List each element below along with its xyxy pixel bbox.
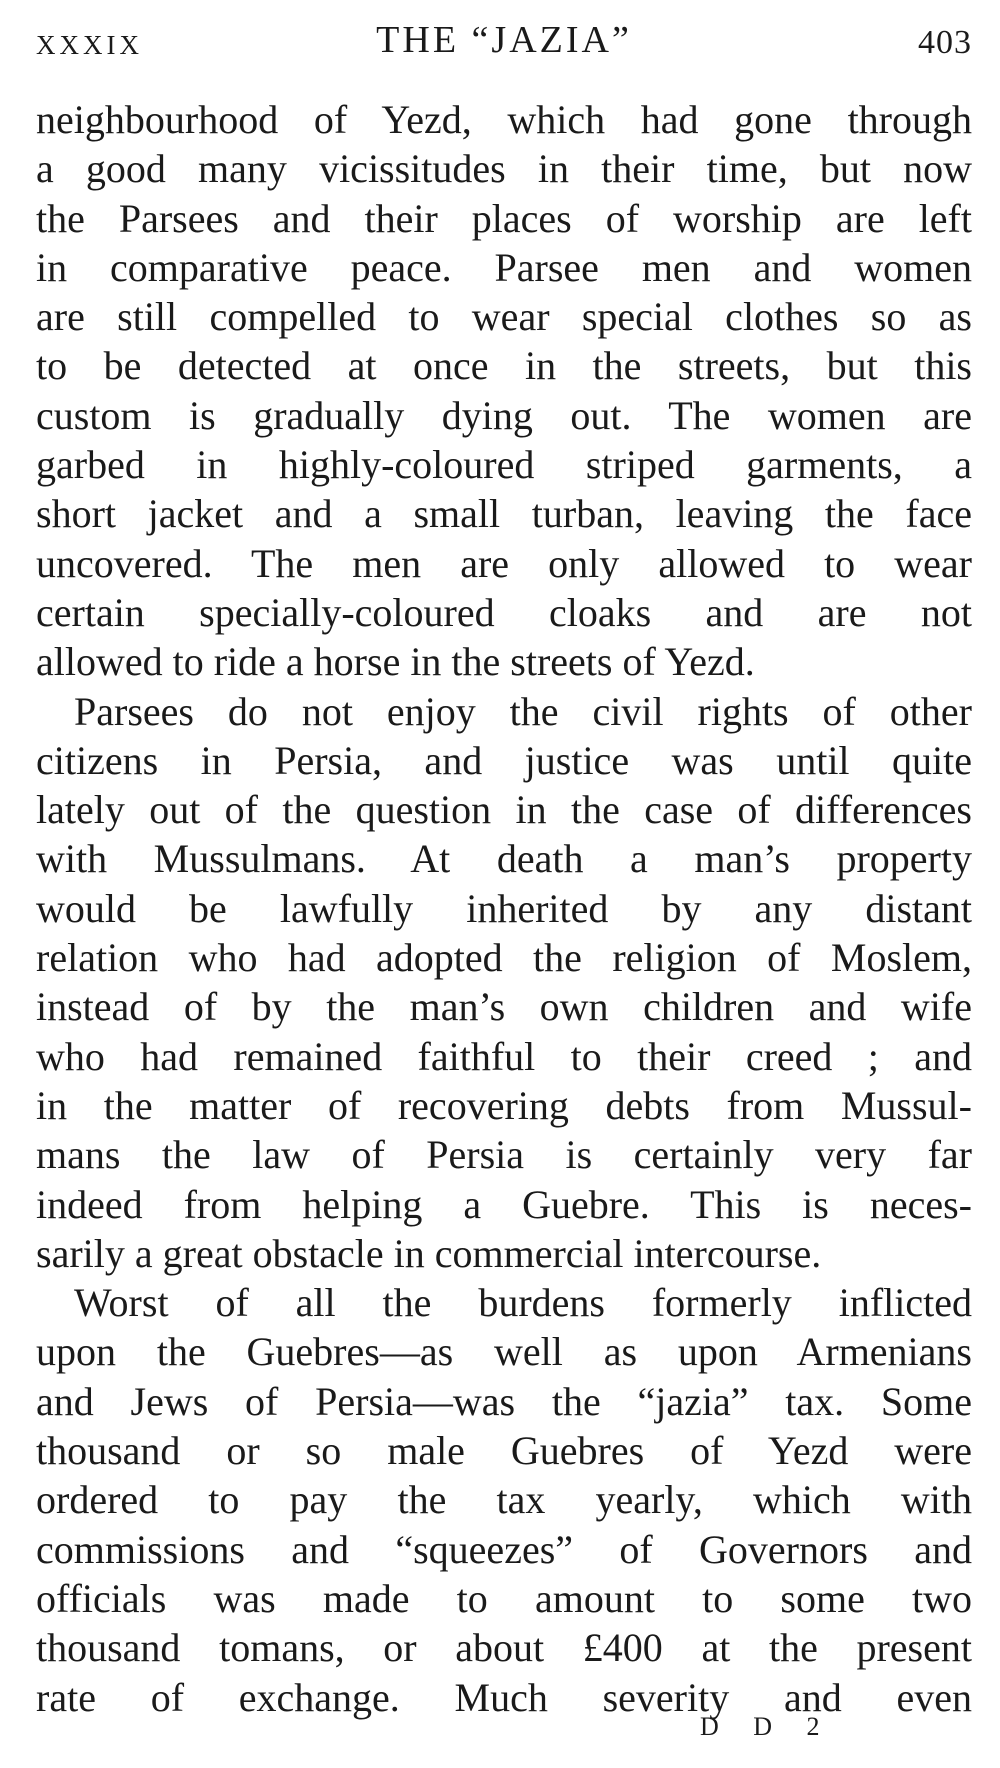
text-line: custom is gradually dying out. The women are bbox=[36, 392, 972, 438]
text-line: relation who had adopted the religion of Moslem, bbox=[36, 935, 972, 981]
text-line: Parsees do not enjoy the civil rights of other bbox=[74, 688, 972, 734]
text-line: uncovered. The men are only allowed to wear bbox=[36, 540, 972, 586]
text-line: officials was made to amount to some two bbox=[36, 1575, 972, 1621]
running-title: THE “JAZIA” bbox=[376, 19, 632, 61]
page-number: 403 bbox=[918, 24, 972, 61]
text-line: indeed from helping a Guebre. This is neces- bbox=[36, 1181, 972, 1227]
text-line: garbed in highly-coloured striped garments, a bbox=[36, 442, 972, 488]
text-line: and Jews of Persia—was the “jazia” tax. Some bbox=[36, 1378, 972, 1424]
text-line: in comparative peace. Parsee men and women bbox=[36, 244, 972, 290]
text-line: thousand or so male Guebres of Yezd were bbox=[36, 1428, 972, 1474]
text-line: upon the Guebres—as well as upon Armenians bbox=[36, 1329, 972, 1375]
text-line: rate of exchange. Much severity and even bbox=[36, 1674, 972, 1720]
text-line: a good many vicissitudes in their time, but now bbox=[36, 146, 972, 192]
text-line: mans the law of Persia is certainly very far bbox=[36, 1132, 972, 1178]
signature-mark: D D 2 bbox=[700, 1712, 834, 1741]
text-line: with Mussulmans. At death a man’s property bbox=[36, 836, 972, 882]
chapter-number: XXXIX bbox=[36, 30, 143, 60]
text-line: ordered to pay the tax yearly, which with bbox=[36, 1477, 972, 1523]
text-line: citizens in Persia, and justice was until quite bbox=[36, 737, 972, 783]
text-line: certain specially-coloured cloaks and are not bbox=[36, 589, 972, 635]
body-text bbox=[36, 95, 972, 1722]
text-line: instead of by the man’s own children and wife bbox=[36, 984, 972, 1030]
text-line: to be detected at once in the streets, but this bbox=[36, 343, 972, 389]
text-line: lately out of the question in the case of differences bbox=[36, 787, 972, 833]
text-line: thousand tomans, or about £400 at the present bbox=[36, 1625, 972, 1671]
text-line: short jacket and a small turban, leaving the face bbox=[36, 491, 972, 537]
text-line: in the matter of recovering debts from Mussul- bbox=[36, 1082, 972, 1128]
text-line: who had remained faithful to their creed ; and bbox=[36, 1033, 972, 1079]
text-line: would be lawfully inherited by any distant bbox=[36, 885, 972, 931]
text-line: sarily a great obstacle in commercial intercourse. bbox=[36, 1230, 822, 1276]
text-line: the Parsees and their places of worship are left bbox=[36, 195, 972, 241]
running-header bbox=[36, 18, 972, 70]
text-line: allowed to ride a horse in the streets of Yezd. bbox=[36, 639, 755, 685]
text-line: Worst of all the burdens formerly inflicted bbox=[74, 1280, 972, 1326]
text-line: commissions and “squeezes” of Governors and bbox=[36, 1526, 972, 1572]
text-line: neighbourhood of Yezd, which had gone through bbox=[36, 97, 972, 142]
text-line: are still compelled to wear special clothes so as bbox=[36, 294, 972, 340]
